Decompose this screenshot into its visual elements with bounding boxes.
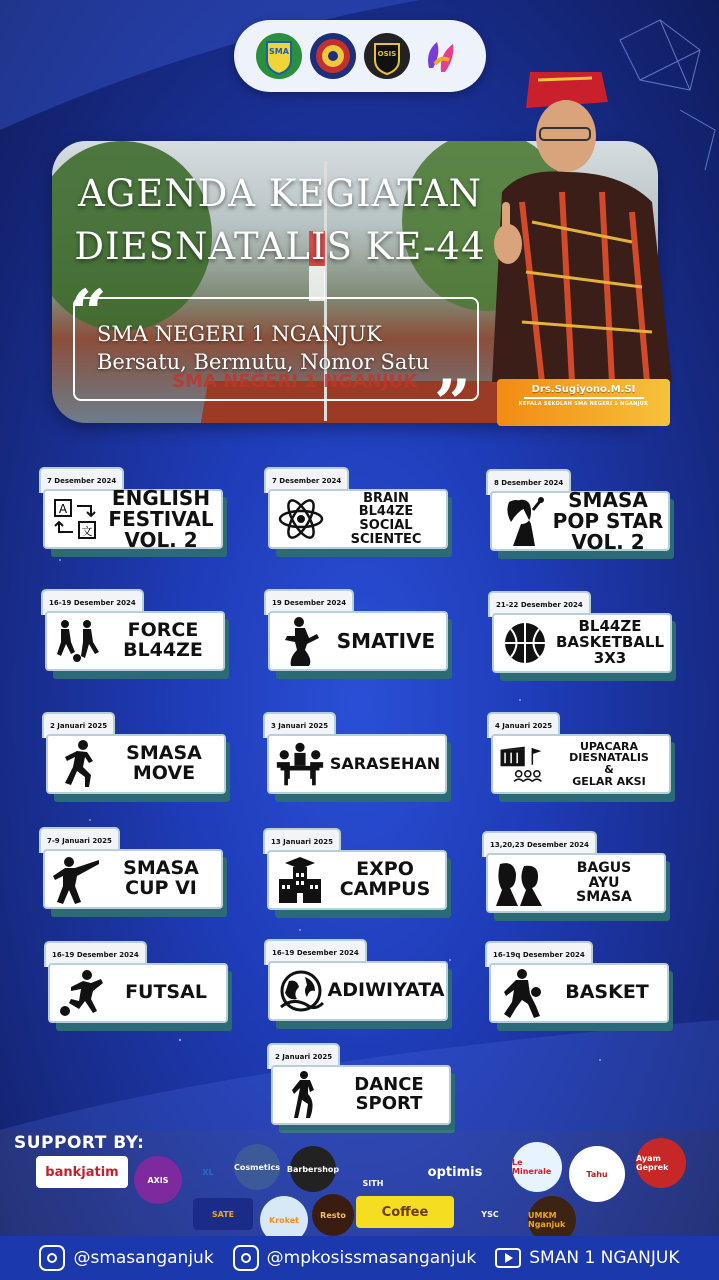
event-title-line: VOL. 2 [571, 529, 645, 554]
event-title [329, 1076, 449, 1114]
principal-role: KEPALA SEKOLAH SMA NEGERI 1 NGANJUK [518, 401, 649, 407]
sponsor-logo: Kroket [260, 1196, 308, 1244]
event-card [44, 941, 264, 1037]
event-date: 2 Januari 2025 [267, 1043, 340, 1069]
event-title [326, 492, 446, 547]
event-title-line: & [604, 763, 614, 776]
event-card [482, 831, 702, 927]
sponsor-logo: SATE [193, 1198, 253, 1230]
close-quote-icon: ” [434, 366, 471, 441]
event-title [550, 619, 670, 666]
sponsor-logo: XL [202, 1167, 214, 1177]
event-card [264, 589, 484, 685]
event-card [488, 591, 708, 687]
sponsor-logo: Barbershop [290, 1146, 336, 1192]
svg-text:A: A [58, 502, 68, 516]
event-title-line: AYU [588, 874, 620, 891]
open-quote-icon: “ [70, 276, 107, 351]
event-card [267, 1043, 487, 1139]
event-date: 19 Desember 2024 [264, 589, 354, 615]
principal-photo [482, 72, 682, 382]
page-title-line1: AGENDA KEGIATAN [77, 172, 483, 215]
event-card [485, 941, 705, 1037]
karate-icon [51, 854, 101, 904]
event-title-line: 3X3 [593, 648, 627, 667]
support-label: SUPPORT BY: [14, 1133, 145, 1153]
ceremony-icon [499, 739, 549, 789]
event-title-line: POP STAR [552, 508, 664, 533]
event-card [39, 467, 259, 563]
sponsor-logo: AXIS [134, 1156, 182, 1204]
basket-player-icon [497, 968, 547, 1018]
event-title-line: EXPO [356, 858, 414, 881]
sma-logo-icon [256, 33, 302, 79]
event-card [39, 827, 259, 923]
event-card [41, 589, 261, 685]
youtube-icon [495, 1248, 521, 1268]
instagram-link-school[interactable] [39, 1245, 213, 1271]
singer-icon [498, 496, 548, 546]
event-date: 13,20,23 Desember 2024 [482, 831, 597, 857]
event-title-line: BASKETBALL [555, 633, 665, 652]
event-title-line: SOCIAL [359, 518, 413, 533]
event-date: 16-19 Desember 2024 [44, 941, 147, 967]
event-title-line: BL44ZE [578, 617, 642, 636]
event-title [325, 753, 445, 773]
instagram-handle-mpk: @mpkosissmasanganjuk [266, 1248, 477, 1268]
event-title-line: DANCE [354, 1074, 424, 1096]
couple-icon [494, 858, 544, 908]
event-title [549, 741, 669, 787]
event-card [42, 712, 262, 808]
event-date: 2 Januari 2025 [42, 712, 115, 738]
quote-box [73, 297, 479, 401]
event-title-line: CUP VI [125, 877, 197, 899]
sponsor-logo: bankjatim [36, 1156, 128, 1188]
event-title [103, 621, 223, 661]
event-card [263, 828, 483, 924]
event-date: 16-19q Desember 2024 [485, 941, 593, 967]
basketball-icon [500, 618, 550, 668]
event-title-line: MOVE [132, 762, 196, 784]
event-card [487, 712, 707, 808]
logo-bar [234, 20, 486, 92]
meeting-icon [275, 739, 325, 789]
sponsor-logo: Coffee [356, 1196, 454, 1228]
event-title [101, 485, 221, 552]
event-title [547, 983, 667, 1003]
school-crest-icon [310, 33, 356, 79]
event-card [264, 939, 484, 1035]
event-title-line: FUTSAL [125, 981, 207, 1004]
atom-icon [276, 494, 326, 544]
youtube-link[interactable] [495, 1248, 679, 1268]
school-motto: Bersatu, Bermutu, Nomor Satu [97, 350, 430, 374]
osis-logo-icon [364, 33, 410, 79]
sponsor-logo: SITH [362, 1178, 384, 1188]
event-title [104, 744, 224, 784]
building-sign: SMA NEGERI 1 NGANJUK [172, 371, 418, 392]
event-title-line: DIESNATALIS [569, 751, 649, 765]
sponsor-logo: YSC [481, 1209, 499, 1219]
principal-name: Drs.Sugiyono.M.SI [531, 384, 636, 395]
event-card [263, 712, 483, 808]
event-date: 8 Desember 2024 [486, 469, 571, 495]
event-title-line: VOL. 2 [124, 527, 198, 552]
runner-icon [54, 739, 104, 789]
sponsor-logo: Tahu [569, 1146, 625, 1202]
sponsor-logo: Cosmetics [234, 1144, 280, 1190]
event-title [101, 859, 221, 899]
event-title [544, 861, 664, 905]
event-date: 7-9 Januari 2025 [39, 827, 120, 853]
event-title [325, 860, 445, 900]
event-title-line: ENGLISH [111, 485, 211, 510]
event-date: 16-19 Desember 2024 [41, 589, 144, 615]
event-title-line: GELAR AKSI [572, 774, 646, 788]
event-title [548, 487, 668, 554]
event-title-line: SCIENTEC [350, 531, 422, 547]
social-footer [0, 1236, 719, 1280]
svg-text:OSIS: OSIS [377, 50, 397, 58]
instagram-icon [233, 1245, 259, 1271]
principal-badge [497, 379, 670, 426]
campus-icon [275, 855, 325, 905]
event-title [326, 981, 446, 1001]
svg-text:文: 文 [81, 525, 93, 538]
event-title [326, 628, 446, 653]
event-title-line: BASKET [565, 981, 649, 1004]
diesnatalis-emblem-icon [418, 33, 464, 79]
event-title-line: SMASA [126, 742, 202, 765]
svg-text:SMA: SMA [269, 47, 289, 56]
event-card [486, 469, 706, 565]
instagram-handle-school: @smasanganjuk [73, 1248, 214, 1268]
page-title-line2: DIESNATALIS KE-44 [74, 225, 486, 268]
instagram-icon [39, 1245, 65, 1271]
translate-icon [51, 494, 101, 544]
event-title-line: SMASA [568, 487, 648, 512]
event-date: 13 Januari 2025 [263, 828, 341, 854]
soccer-players-icon [53, 616, 103, 666]
event-title-line: CAMPUS [339, 878, 431, 900]
event-title-line: FORCE [127, 619, 199, 642]
sponsor-logo: Le Minerale [512, 1142, 562, 1192]
event-title-line: UPACARA [579, 739, 639, 753]
event-date: 21-22 Desember 2024 [488, 591, 591, 617]
sponsor-logo: Resto [312, 1194, 354, 1236]
event-card [264, 467, 484, 563]
event-title-line: ADIWIYATA [327, 979, 445, 1002]
event-title-line: SPORT [355, 1093, 423, 1114]
instagram-link-mpk[interactable] [233, 1245, 477, 1271]
event-date: 3 Januari 2025 [263, 712, 336, 738]
event-date: 16-19 Desember 2024 [264, 939, 367, 965]
event-title-line: BL44ZE [358, 504, 414, 520]
event-date: 7 Desember 2024 [39, 467, 124, 493]
school-name: SMA NEGERI 1 NGANJUK [97, 322, 382, 346]
event-title-line: SMATIVE [336, 628, 436, 653]
youtube-channel-name: SMAN 1 NGANJUK [529, 1248, 680, 1268]
event-title-line: SMASA [576, 889, 632, 906]
sponsor-logo: Ayam Geprek [636, 1138, 686, 1188]
dance-sport-icon [279, 1070, 329, 1120]
event-title-line: SARASEHAN [329, 753, 441, 773]
futsal-icon [56, 968, 106, 1018]
event-title [106, 983, 226, 1003]
dancer-icon [276, 616, 326, 666]
earth-icon [276, 966, 326, 1016]
event-date: 4 Januari 2025 [487, 712, 560, 738]
sponsor-logo: UMKM Nganjuk [528, 1196, 576, 1244]
event-title-line: BAGUS [576, 859, 632, 876]
sponsor-logo: optimis [427, 1164, 483, 1180]
event-title-line: BL44ZE [123, 639, 203, 661]
event-date: 7 Desember 2024 [264, 467, 349, 493]
event-title-line: FESTIVAL [108, 506, 214, 531]
event-title-line: SMASA [123, 857, 199, 880]
event-title-line: BRAIN [363, 490, 409, 506]
